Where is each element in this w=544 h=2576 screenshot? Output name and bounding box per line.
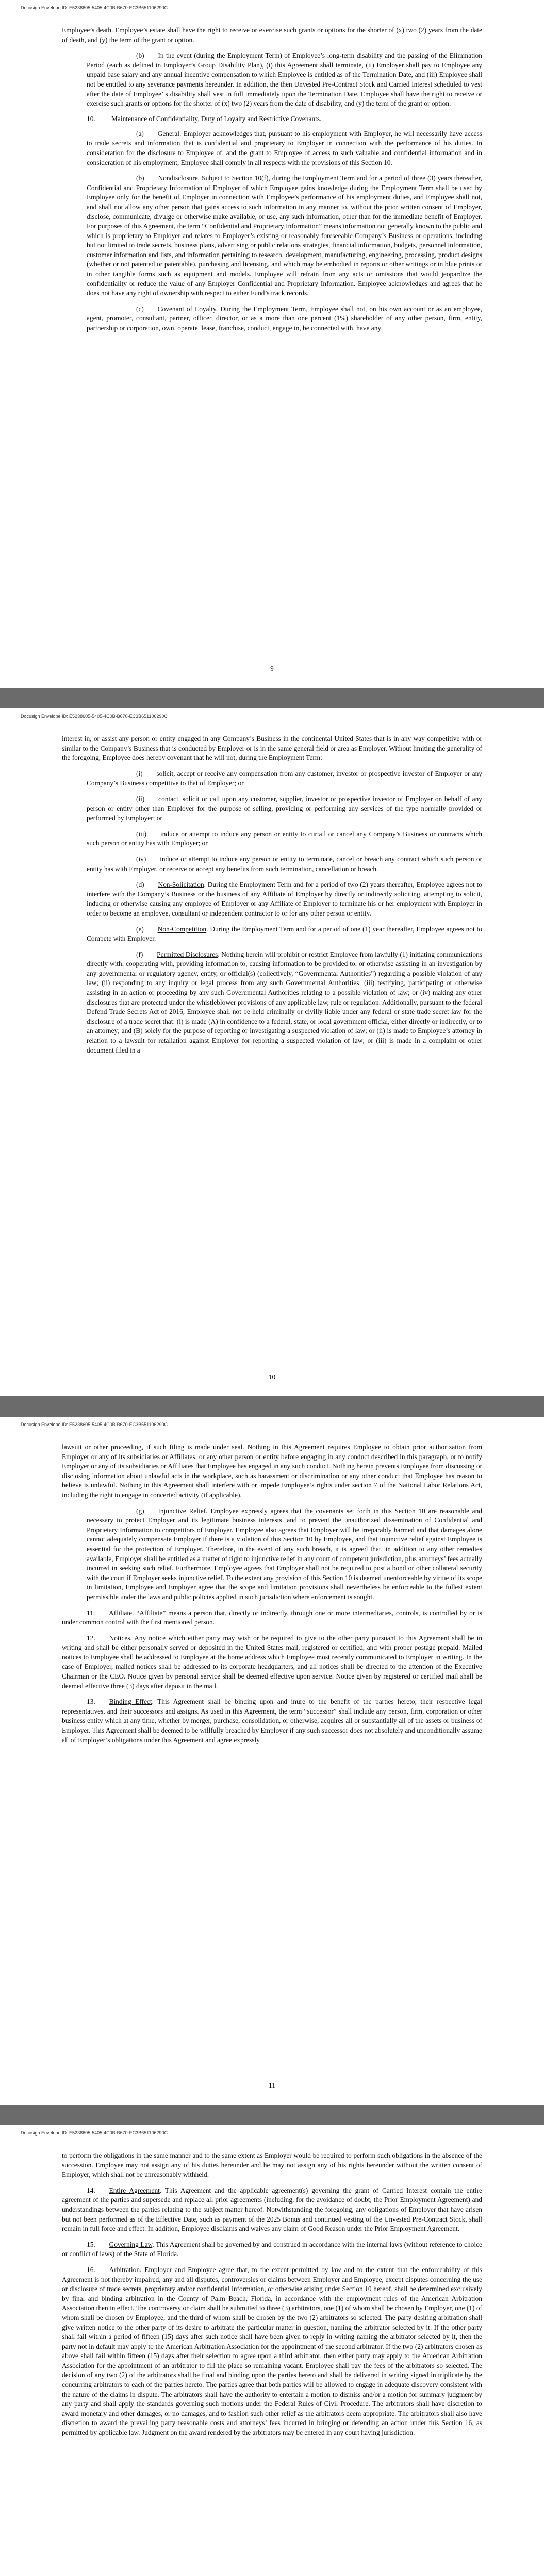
paragraph [62, 26, 482, 45]
section-paragraph [62, 2265, 482, 2438]
subsection-title: Permitted Disclosures [157, 950, 218, 958]
subsection-title: General [157, 129, 180, 138]
subsection-label: (e) [136, 925, 144, 933]
section-number: 12. [87, 1634, 95, 1642]
paragraph [62, 2151, 482, 2180]
subsection-label: (a) [136, 129, 144, 138]
section-paragraph [62, 1634, 482, 1691]
paragraph-text: . Employer and Employee agree that, to the extent permitted by law and to the extent that the enforceability of this Agreement is not thereby impaired, any and all disputes, controversies or claims between Employer and Employee, except disputes concerning the use or disclosure of trade secrets, proprietary and/or confidential information, or otherwise arising under Section 10 hereof, shall be determined exclusively by final and binding arbitration in the County of Palm Beach, Florida, in accordance with the employment rules of the American Arbitration Association then in effect. The controversy or claim shall be submitted to three (3) arbitrators, one (1) of whom shall be chosen by Employer, one (1) of whom shall be chosen by Employee, and the third of whom shall be chosen by the two (2) arbitrators so selected. The party desiring arbitration shall give written notice to the other party of its desire to arbitrate the particular matter in question, naming the arbitrator selected by it. If the other party shall fail within a period of fifteen (15) days after such notice shall have been given to reply in writing naming the arbitrator selected by it, then the party not in default may apply to the American Arbitration Association for the appointment of the second arbitrator. If the two (2) arbitrators chosen as above shall fail within fifteen (15) days after their selection to agree upon a third arbitrator, then either party may apply to the American Arbitration Association for the appointment of an arbitrator to fill the place so remaining vacant. Employee shall pay the fees of the arbitrators so selected. The decision of any two (2) of the arbitrators shall be final and binding upon the parties hereto and shall be delivered in writing signed in triplicate by the concurring arbitrators to each of the parties hereto. The parties agree that both parties will be allowed to engage in adequate discovery consistent with the nature of the claims in dispute. The arbitrators shall have the authority to entertain a motion to dismiss and/or a motion for summary judgment by any party and shall apply the standards governing such motions under the Federal Rules of Civil Procedure. The arbitrators shall have discretion to award monetary and other damages, or no damages, and to fashion such other relief as the arbitrators deem appropriate. The arbitrators shall also have discretion to award the prevailing party reasonable costs and attorneys’ fees incurred in bringing or defending an action under this Section 16, as permitted by applicable law. Judgment on the award rendered by the arbitrators may be entered in any court having jurisdiction. [62, 2265, 482, 2437]
section-paragraph [62, 1608, 482, 1628]
paragraph-text: . During the Employment Term and for a period of two (2) years thereafter, Employee agrees not to interfere with the Company’s Business or the business of any Affiliate of Employer by directly or indirectly soliciting, attempting to solicit, inducing or otherwise causing any employee of Employer or any Affiliate of Employer to terminate his or her employment with Employer in order to become an employee, consultant or independent contractor to or for any other person or entity. [87, 880, 482, 917]
subsection-label: (iv) [136, 855, 146, 863]
section-paragraph [62, 2186, 482, 2234]
paragraph-text: . During the Employment Term, Employee shall not, on his own account or as an employee, agent, promoter, consultant, partner, officer, director, or as a more than one percent (1%) shareholder of any other person, firm, entity, partnership or corporation, own, operate, lease, franchise, conduct, engage in, be connected with, have any [87, 304, 482, 332]
subsection-label: (g) [136, 1506, 144, 1515]
subsection-title: Nondisclosure [158, 174, 198, 182]
section-title: Entire Agreement [109, 2186, 160, 2194]
page-number: 10 [268, 1373, 276, 1381]
section-number: 16. [87, 2265, 95, 2274]
subsection-label: (c) [136, 304, 144, 313]
subsection-paragraph [62, 51, 482, 109]
section-paragraph [62, 1697, 482, 1745]
subsection-paragraph [62, 794, 482, 823]
subsection-paragraph [62, 829, 482, 849]
subsection-paragraph [62, 129, 482, 167]
page-body [62, 26, 482, 340]
subsection-paragraph [62, 880, 482, 918]
section-title: Maintenance of Confidentiality, Duty of Loyalty and Restrictive Covenants. [111, 114, 322, 123]
paragraph-text: induce or attempt to induce any person or entity to curtail or cancel any Company’s Business or contracts which such person or entity has with Employer; or [87, 829, 482, 848]
section-number: 15. [87, 2240, 95, 2248]
paragraph-text: . “Affiliate” means a person that, directly or indirectly, through one or more intermediaries, controls, is controlled by or is under common control with the first mentioned person. [62, 1608, 482, 1626]
subsection-title: Non-Solicitation [158, 880, 204, 889]
subsection-paragraph [62, 174, 482, 298]
paragraph [62, 1443, 482, 1500]
document-page [0, 708, 544, 1396]
envelope-id: Docusign Envelope ID: E5238605-5405-4C0B-B670-EC3B651106290C [21, 2130, 168, 2136]
paragraph-text: to perform the obligations in the same manner and to the same extent as Employer would be required to perform such obligations in the absence of the succession. Employee may not assign any of his duties hereunder and he may not assign any of his rights hereunder without the written consent of Employer, which shall not be unreasonably withheld. [62, 2151, 482, 2179]
subsection-label: (i) [136, 769, 143, 777]
paragraph-text: . This Agreement and the applicable agreement(s) governing the grant of Carried Interest contain the entire agreement of the parties and supersede and replace all prior agreements (including, for the avoidance of doubt, the Prior Employment Agreement) and understandings between the parties relating to the subject matter hereof. Notwithstanding the foregoing, any obligations of Employer that have arisen but not been performed as of the Effective Date, such as payment of the 2025 Bonus and continued vesting of the Unvested Pre-Contract Stock, shall remain in full force and effect. In addition, Employee disclaims and waives any claim of Good Reason under the Prior Employment Agreement. [62, 2186, 482, 2233]
subsection-paragraph [62, 855, 482, 874]
subsection-label: (ii) [136, 794, 145, 803]
paragraph-text: . This Agreement shall be binding upon and inure to the benefit of the parties hereto, their respective legal representatives, and their successors and assigns. As used in this Agreement, the term “successor” shall include any person, firm, corporation or other business entity which at any time, whether by merger, purchase, consolidation, or otherwise, acquires all or substantially all of the assets or business of Employer. This Agreement shall be deemed to be willfully breached by Employer if any such successor does not absolutely and unconditionally assume all of Employer’s obligations under this Agreement and agree expressly [62, 1698, 482, 1744]
paragraph-text: solicit, accept or receive any compensation from any customer, investor or prospective investor of Employer or any Company’s Business competitive to that of Employer; or [87, 769, 482, 787]
envelope-id: Docusign Envelope ID: E5238605-5405-4C0B-B670-EC3B651106290C [21, 1422, 168, 1427]
section-title: Arbitration [109, 2265, 140, 2274]
subsection-title: Injunctive Relief [158, 1506, 206, 1515]
paragraph-text: . Employer acknowledges that, pursuant to his employment with Employer, he will necessarily have access to trade secrets and information that is confidential and proprietary to Employer in connection with the performance of his duties. In consideration for the disclosure to Employee of, and the grant to Employee of access to such valuable and confidential information and in consideration of his employment, Employee shall comply in all respects with the provisions of this Section 10. [87, 129, 482, 166]
subsection-paragraph [62, 925, 482, 944]
paragraph-text: contact, solicit or call upon any customer, supplier, investor or prospective investor of Employer on behalf of any person or entity other than Employer for the purpose of selling, providing or performing any services of the type normally provided or performed by Employer; or [87, 794, 482, 822]
paragraph-text: interest in, or assist any person or entity engaged in any Company’s Business in the continental United States that is in any way competitive with or similar to the Company’s Business that is conducted by Employer or is in the same general field or area as Employer. Without limiting the generality of the foregoing, Employee does hereby covenant that he will not, during the Employment Term: [62, 735, 482, 762]
section-number: 10. [87, 114, 95, 123]
paragraph-text: In the event (during the Employment Term) of Employee’s long-term disability and the passing of the Elimination Period (each as defined in Employer’s Group Disability Plan), (i) this Agreement shall terminate, (ii) Employer shall pay to Employee any unpaid base salary and any annual incentive compensation to which Employee is entitled as of the Termination Date, and (iii) Employee shall not be entitled to any severance payments hereunder. In addition, the then Unvested Pre-Contract Stock and Carried Interest scheduled to vest after the date of Employee’ s disability shall vest in full immediately upon the Termination Date. Employee shall have the right to receive or exercise such grants or options for the shorter of (x) two (2) years from the date of disability, and (y) the term of the grant or option. [87, 52, 482, 108]
paragraph [62, 734, 482, 763]
subsection-label: (d) [136, 880, 144, 889]
page-number: 9 [270, 665, 274, 672]
section-number: 13. [87, 1698, 95, 1706]
paragraph-text: . During the Employment Term and for a period of one (1) year thereafter, Employee agrees not to Compete with Employer. [87, 925, 482, 943]
subsection-paragraph [62, 950, 482, 1056]
envelope-id: Docusign Envelope ID: E5238605-5405-4C0B-B670-EC3B651106290C [21, 5, 168, 10]
paragraph-text: . Subject to Section 10(f), during the Employment Term and for a period of three (3) years thereafter, Confidential and Proprietary Information of Employer of which Employee gains knowledge during the Employment Term shall be used by Employee only for the benefit of Employer in connection with Employee’s performance of his employment duties, and Employee shall not, and shall not allow any other person that gains access to such information in any manner to, without the prior written consent of Employer, disclose, communicate, divulge or otherwise make available, or use, any such information, other than for the immediate benefit of Employer. For purposes of this Agreement, the term “Confidential and Proprietary Information” means information not generally known to the public and which is proprietary to Employer and relates to Employer’s existing or reasonably foreseeable Company’s Business or operations, including but not limited to trade secrets, business plans, advertising or public relations strategies, financial information, budgets, personnel information, customer information and lists, and information pertaining to research, development, manufacturing, engineering, processing, product designs (whether or not patented or patentable), purchasing and licensing, and which may be embodied in reports or other writings or in blue prints or in other tangible forms such as equipment and models. Employee will refrain from any acts or omissions that would jeopardize the confidentiality or reduce the value of any Employer Confidential and Proprietary Information. Employee acknowledges and agrees that he does not have any right of ownership with respect to either Fund’s track records. [87, 174, 482, 297]
paragraph-text: . This Agreement shall be governed by and construed in accordance with the internal laws (without reference to choice or conflict of laws) of the State of Florida. [62, 2240, 482, 2258]
section-heading [87, 115, 482, 123]
paragraph-text: . Any notice which either party may wish or be required to give to the other party pursuant to this Agreement shall be in writing and shall be either personally served or deposited in the United States mail, registered or certified, and with proper postage prepaid. Mailed notices to Employee shall be addressed to Employee at the home address which Employee most recently communicated to Employer in writing. In the case of Employer, mailed notices shall be addressed to its corporate headquarters, and all notices shall be directed to the attention of the Executive Chairman or the CEO. Notice given by personal service shall be deemed effective upon service. Notice given by registered or certified mail shall be deemed effective three (3) days after deposit in the mail. [62, 1634, 482, 1690]
section-title: Governing Law [109, 2240, 153, 2248]
document-page [0, 0, 544, 688]
envelope-id: Docusign Envelope ID: E5238605-5405-4C0B-B670-EC3B651106290C [21, 714, 168, 719]
paragraph-text: . Employee expressly agrees that the covenants set forth in this Section 10 are reasonable and necessary to protect Employer and its legitimate business interests, and to prevent the unauthorized dissemination of Confidential and Proprietary Information to competitors of Employer. Employee also agrees that Employer will be irreparably harmed and that damages alone cannot adequately compensate Employer if there is a violation of this Section 10 by Employee, and that injunctive relief against Employee is essential for the protection of Employer. Therefore, in the event of any such breach, it is agreed that, in addition to any other remedies available, Employer shall be entitled as a matter of right to injunctive relief in any court of competent jurisdiction, plus attorneys’ fees actually incurred in seeking such relief. Furthermore, Employee agrees that Employer shall not be required to post a bond or other collateral security with the court if Employer seeks injunctive relief. To the extent any provision of this Section 10 is deemed unenforceable by virtue of its scope in limitation, Employee and Employer agree that the scope and limitation provisions shall nevertheless be enforceable to the fullest extent permissible under the laws and public policies applied in such jurisdiction where enforcement is sought. [87, 1506, 482, 1601]
section-paragraph [62, 2240, 482, 2259]
subsection-title: Covenant of Loyalty [157, 304, 216, 313]
subsection-paragraph [62, 1506, 482, 1602]
subsection-label: (b) [136, 174, 144, 182]
subsection-label: (b) [136, 52, 144, 60]
subsection-title: Non-Competition [157, 925, 207, 933]
page-body [62, 1443, 482, 1751]
page-body [62, 734, 482, 1061]
section-number: 11. [87, 1608, 95, 1617]
paragraph-text: Employee’s death. Employee’s estate shall have the right to receive or exercise such grants or options for the shorter of (x) two (2) years from the date of death, and (y) the term of the grant or option. [62, 26, 482, 44]
subsection-paragraph [62, 769, 482, 788]
document-page [0, 1417, 544, 2105]
paragraph-text: induce or attempt to induce any person or entity to terminate, cancel or breach any contract which such person or entity has with Employer, or receive or accept any benefits from such termination, cancellation or breach. [87, 855, 482, 873]
paragraph-text: lawsuit or other proceeding, if such filing is made under seal. Nothing in this Agreement requires Employee to obtain prior authorization from Employer or any of its subsidiaries or Affiliates, or any other person or entity before engaging in any conduct described in this paragraph, or to notify Employer or any of its subsidiaries or Affiliates that Employee has engaged in any such conduct. Nothing herein prevents Employee from discussing or disclosing information about unlawful acts in the workplace, such as harassment or discrimination or any other conduct that Employee has reason to believe is unlawful. Nothing in this Agreement shall interfere with or impede Employee’s rights under section 7 of the National Labor Relations Act, including the right to engage in concerted activity (if applicable). [62, 1443, 482, 1499]
paragraph-text: . Nothing herein will prohibit or restrict Employee from lawfully (1) initiating communications directly with, cooperating with, providing information to, causing information to be provided to, or otherwise assisting in an investigation by any governmental or regulatory agency, entity, or official(s) (collectively, “Governmental Authorities”) regarding a possible violation of any law; (ii) responding to any inquiry or legal process from any such Governmental Authorities; (iii) testifying, participating or otherwise assisting in an action or proceeding by any such Governmental Authorities relating to a possible violation of law; or (iv) making any other disclosures that are protected under the whistleblower provisions of any applicable law, rule or regulation. Additionally, pursuant to the federal Defend Trade Secrets Act of 2016, Employee shall not be held criminally or civilly liable under any federal or state trade secret law for the disclosure of a trade secret that: (i) is made (A) in confidence to a federal, state, or local government official, either directly or indirectly, or to an attorney; and (B) solely for the purpose of reporting or investigating a suspected violation of law; or (ii) is made to Employee’s attorney in relation to a lawsuit for retaliation against Employer for reporting a suspected violation of law; or (iii) is made in a complaint or other document filed in a [87, 950, 482, 1054]
page-body [62, 2151, 482, 2444]
section-title: Affiliate [109, 1608, 133, 1617]
section-number: 14. [87, 2186, 95, 2194]
page-number: 11 [269, 2081, 275, 2089]
document-page [0, 2125, 544, 2576]
subsection-label: (f) [136, 950, 143, 958]
subsection-paragraph [62, 304, 482, 333]
section-title: Notices [109, 1634, 130, 1642]
subsection-label: (iii) [136, 829, 147, 838]
section-title: Binding Effect [109, 1698, 152, 1706]
